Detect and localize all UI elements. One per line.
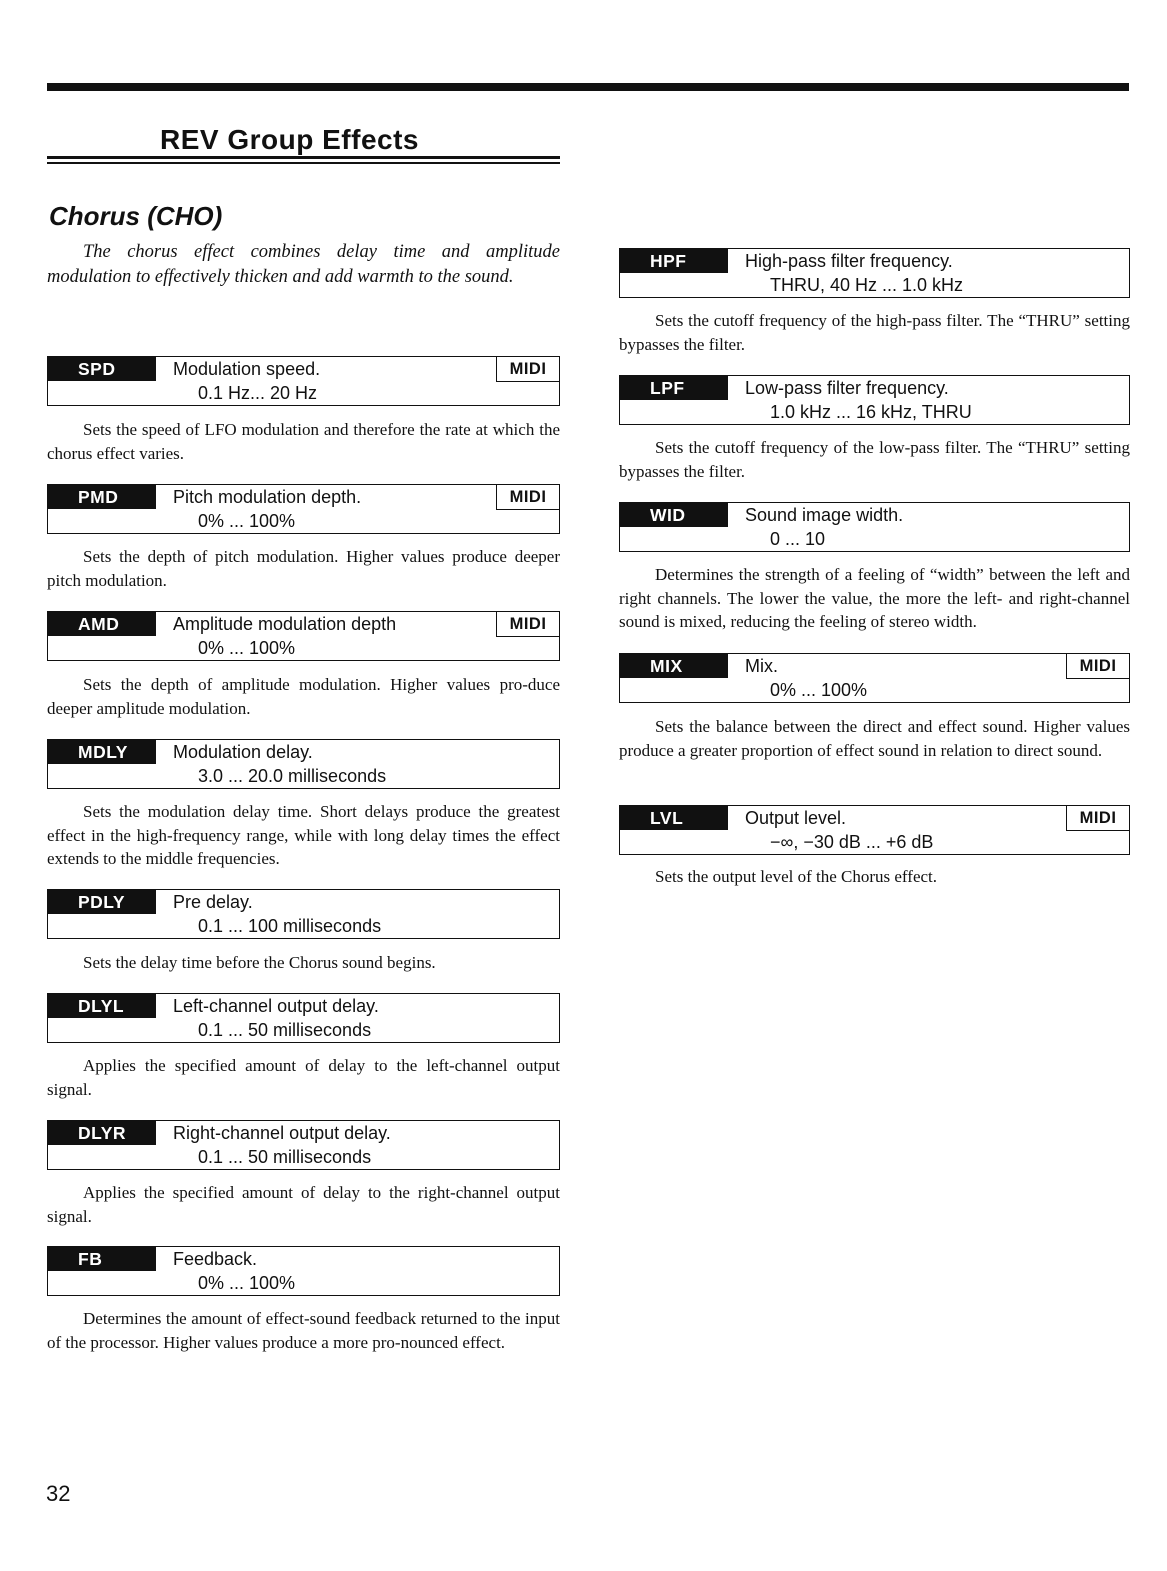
param-name: Modulation delay. [173,742,313,762]
param-box-dlyl [47,993,560,1043]
param-range: 0.1 ... 50 milliseconds [198,1020,372,1040]
param-range: −∞, −30 dB ... +6 dB [770,832,934,852]
param-range: 0% ... 100% [198,638,296,658]
param-name: Amplitude modulation depth [173,614,397,634]
param-range: 0% ... 100% [198,1273,296,1293]
param-box-amd [47,611,560,661]
param-name: Modulation speed. [173,359,321,379]
param-description-lpf: Sets the cutoff frequency of the low-pass filter. The “THRU” setting bypasses the filter. [619,438,1130,481]
title-rule [47,156,560,159]
param-description-dlyr: Applies the specified amount of delay to the right-channel output signal. [47,1183,560,1226]
param-tag: FB [48,1247,156,1271]
param-box-hpf [619,248,1130,298]
param-box-dlyr [47,1120,560,1170]
param-tag: MIX [620,654,728,678]
param-description-spd: Sets the speed of LFO modulation and therefore the rate at which the chorus effect varies. [47,420,560,463]
param-range: 0 ... 10 [770,529,826,549]
param-description-pdly: Sets the delay time before the Chorus sound begins. [83,953,436,972]
param-box-pdly [47,889,560,939]
section-title: REV Group Effects [160,124,419,155]
param-description-dlyl: Applies the specified amount of delay to the left-channel output signal. [47,1056,560,1099]
param-range: 0.1 ... 50 milliseconds [198,1147,372,1167]
param-name: Feedback. [173,1249,258,1269]
effect-title: Chorus (CHO) [49,201,223,231]
param-description-wid: Determines the strength of a feeling of “width” between the left and right channels. The lower the value, the more the left- and right-channel sound is mixed, reducing the feeling of stereo width. [619,565,1130,631]
param-description-pmd: Sets the depth of pitch modulation. Higher values produce deeper pitch modulation. [47,547,560,590]
param-description-fb: Determines the amount of effect-sound feedback returned to the input of the processor. Higher values produce a more pro-nounced effect. [47,1309,560,1352]
param-name: Pre delay. [173,892,253,912]
midi-badge: MIDI [1066,806,1129,831]
param-tag: AMD [48,612,156,636]
param-box-fb [47,1246,560,1296]
param-name: Left-channel output delay. [173,996,379,1016]
intro-paragraph: The chorus effect combines delay time and amplitude modulation to effectively thicken and add warmth to the sound. [47,242,560,287]
param-tag: WID [620,503,728,527]
param-description-hpf: Sets the cutoff frequency of the high-pass filter. The “THRU” setting bypasses the filter. [619,311,1130,354]
midi-badge: MIDI [496,612,559,637]
param-range: 0% ... 100% [198,511,296,531]
param-range: THRU, 40 Hz ... 1.0 kHz [770,275,964,295]
param-name: Output level. [745,808,847,828]
top-rule [47,83,1129,91]
midi-badge: MIDI [496,485,559,510]
param-tag: PDLY [48,890,156,914]
param-tag: PMD [48,485,156,509]
param-range: 3.0 ... 20.0 milliseconds [198,766,387,786]
param-description-lvl: Sets the output level of the Chorus effect. [655,867,938,886]
param-tag: HPF [620,249,728,273]
param-range: 0% ... 100% [770,680,868,700]
param-name: Low-pass filter frequency. [745,378,949,398]
param-description-amd: Sets the depth of amplitude modulation. Higher values pro-duce deeper amplitude modulation. [47,675,560,718]
param-description-mdly: Sets the modulation delay time. Short delays produce the greatest effect in the high-frequency range, while with long delay times the effect extends to the middle frequencies. [47,802,560,868]
param-box-lvl [619,805,1130,855]
title-rule [47,162,560,164]
param-name: Sound image width. [745,505,904,525]
param-range: 0.1 ... 100 milliseconds [198,916,382,936]
param-box-pmd [47,484,560,534]
param-box-mdly [47,739,560,789]
param-box-wid [619,502,1130,552]
param-name: Right-channel output delay. [173,1123,391,1143]
page-number: 32 [46,1481,71,1506]
param-description-mix: Sets the balance between the direct and effect sound. Higher values produce a greater proportion of effect sound in relation to direct sound. [619,717,1130,760]
param-tag: LPF [620,376,728,400]
param-tag: DLYR [48,1121,156,1145]
param-tag: SPD [48,357,156,381]
midi-badge: MIDI [496,357,559,382]
param-name: Pitch modulation depth. [173,487,362,507]
param-range: 1.0 kHz ... 16 kHz, THRU [770,402,972,422]
param-range: 0.1 Hz... 20 Hz [198,383,318,403]
param-tag: LVL [620,806,728,830]
param-box-lpf [619,375,1130,425]
param-box-mix [619,653,1130,703]
param-name: High-pass filter frequency. [745,251,953,271]
param-box-spd [47,356,560,406]
param-tag: MDLY [48,740,156,764]
param-tag: DLYL [48,994,156,1018]
param-name: Mix. [745,656,778,676]
midi-badge: MIDI [1066,654,1129,679]
